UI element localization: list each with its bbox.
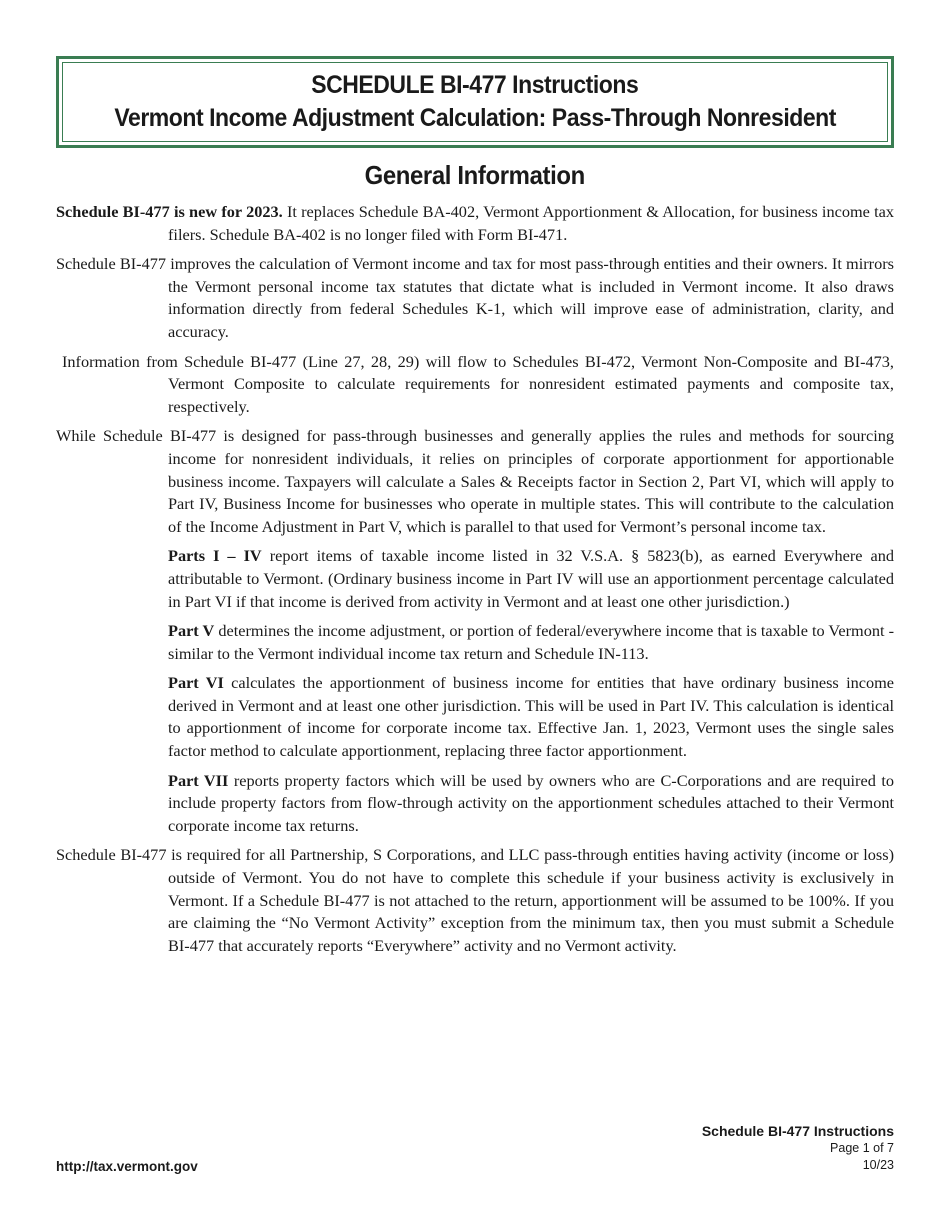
paragraph-text: While Schedule BI-477 is designed for pass-through businesses and generally applies the rules and methods for sourcing income for nonresident individuals, it relies on principles of corporate apportionment for apportionable business income. Taxpayers will calculate a Sales & Receipts factor in Section 2, Part VI, which will apply to Part IV, Business Income for businesses who operate in multiple states. This will contribute to the calculation of the Income Adjustment in Part V, which is parallel to that used for Vermont’s personal income tax. [56, 426, 894, 536]
paragraph-new-for-2023 [56, 201, 894, 246]
footer-page-number: Page 1 of 7 [830, 1141, 894, 1155]
paragraph-text: Information from Schedule BI-477 (Line 27, 28, 29) will flow to Schedules BI-472, Vermont Non-Composite and BI-473, Vermont Composite to calculate requirements for nonresident estimated payments and composite tax, respectively. [62, 351, 894, 416]
paragraph-part-6 [56, 672, 894, 762]
footer-document-title: Schedule BI-477 Instructions [701, 1123, 894, 1139]
footer-revision-date: 10/23 [862, 1158, 894, 1172]
paragraph-lead-bold: Schedule BI-477 is new for 2023. [56, 202, 283, 221]
paragraph-text: report items of taxable income listed in 32 V.S.A. § 5823(b), as earned Everywhere and attributable to Vermont. (Ordinary business income in Part IV will use an apportionment percentage calculated in Part VI if that income is derived from activity in Vermont and at least one other jurisdiction.) [168, 546, 894, 611]
paragraph-text: Schedule BI-477 is required for all Partnership, S Corporations, and LLC pass-through entities having activity (income or loss) outside of Vermont. You do not have to complete this schedule if your business activity is exclusively in Vermont. If a Schedule BI-477 is not attached to the return, apportionment will be assumed to be 100%. If you are claiming the “No Vermont Activity” exception from the minimum tax, then you must submit a Schedule BI-477 that accurately reports “Everywhere” activity and no Vermont activity. [56, 845, 894, 955]
paragraph-improvements [56, 253, 894, 343]
document-title: SCHEDULE BI-477 Instructions [311, 71, 639, 99]
body-text [56, 201, 894, 964]
paragraph-information-flow [56, 351, 894, 419]
part-label: Parts I – IV [168, 546, 262, 566]
paragraph-requirement [56, 844, 894, 957]
title-box-inner [62, 62, 888, 142]
title-box [56, 56, 894, 148]
paragraph-part-7 [56, 770, 894, 838]
paragraph-parts-1-4 [56, 545, 894, 613]
part-label: Part VI [168, 673, 224, 693]
footer-website-url: http://tax.vermont.gov [56, 1159, 198, 1174]
paragraph-text: Schedule BI-477 improves the calculation of Vermont income and tax for most pass-through entities and their owners. It mirrors the Vermont personal income tax statutes that dictate what is included in Vermont income. It also draws information directly from federal Schedules K-1, which will improve ease of administration, clarity, and accuracy. [56, 254, 894, 341]
document-subtitle: Vermont Income Adjustment Calculation: Pass-Through Nonresident [114, 104, 836, 132]
part-label: Part V [168, 621, 215, 641]
paragraph-text: It replaces Schedule BA-402, Vermont Apportionment & Allocation, for business income tax filers. Schedule BA-402 is no longer filed with Form BI-471. [168, 202, 894, 244]
paragraph-part-5 [56, 620, 894, 665]
paragraph-design [56, 425, 894, 538]
paragraph-text: reports property factors which will be used by owners who are C-Corporations and are required to include property factors from flow-through activity on the apportionment schedules attached to their Vermont corporate income tax returns. [168, 770, 894, 835]
footer-page-info [702, 1122, 894, 1174]
section-heading-text: General Information [364, 160, 586, 190]
paragraph-text: determines the income adjustment, or portion of federal/everywhere income that is taxable to Vermont - similar to the Vermont individual income tax return and Schedule IN-113. [168, 621, 894, 663]
part-label: Part VII [168, 770, 229, 790]
paragraph-text: calculates the apportionment of business income for entities that have ordinary business income derived in Vermont and at least one other jurisdiction. This will be used in Part IV. This calculation is identical to apportionment of income for corporate income tax. Effective Jan. 1, 2023, Vermont uses the single sales factor method to calculate apportionment, replacing three factor apportionment. [168, 673, 895, 761]
section-heading [0, 160, 950, 191]
